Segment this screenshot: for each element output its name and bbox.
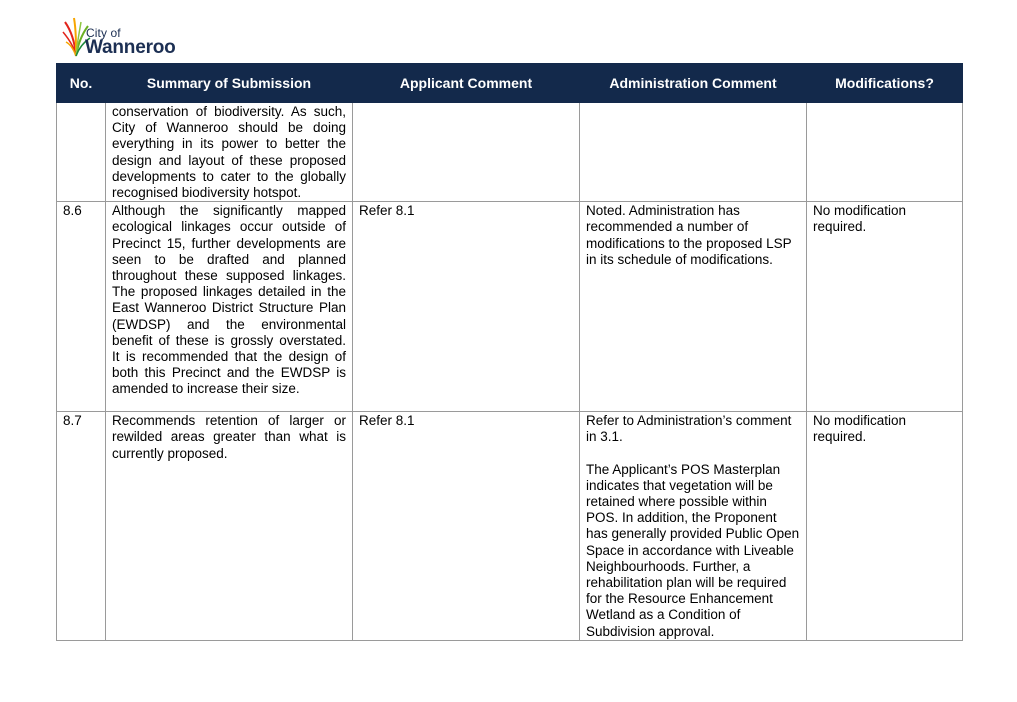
logo-city-text: City of bbox=[86, 26, 121, 40]
cell-no: 8.7 bbox=[57, 412, 106, 641]
cell-administration bbox=[580, 412, 807, 641]
cell-modifications bbox=[807, 103, 963, 202]
admin-comment-paragraph: The Applicant’s POS Masterplan indicates that vegetation will be retained where possible within POS. In addition, the Proponent has generally provided Public Open Space in accordance with Liveable Neighbourhoods. Further, a rehabilitation plan will be required for the Resource Enhancement Wetland as a Condition of Subdivision approval. bbox=[586, 461, 800, 639]
cell-modifications: No modification required. bbox=[807, 202, 963, 412]
cell-summary: Although the significantly mapped ecological linkages occur outside of Precinct 15, further developments are seen to be drafted and planned throughout these supposed linkages. The proposed linkages detailed in the East Wanneroo District Structure Plan (EWDSP) and the environmental benefit of these is grossly overstated. It is recommended that the design of both this Precinct and the EWDSP is amended to increase their size. bbox=[106, 202, 353, 412]
header-modifications: Modifications? bbox=[807, 64, 963, 103]
header-no: No. bbox=[57, 64, 106, 103]
cell-no: 8.6 bbox=[57, 202, 106, 412]
admin-comment-paragraph: Noted. Administration has recommended a number of modifications to the proposed LSP in its schedule of modifications. bbox=[586, 203, 792, 267]
table-row bbox=[57, 202, 963, 412]
cell-administration bbox=[580, 103, 807, 202]
cell-no bbox=[57, 103, 106, 202]
table-row bbox=[57, 103, 963, 202]
cell-summary: Recommends retention of larger or rewilded areas greater than what is currently proposed. bbox=[106, 412, 353, 641]
header-summary: Summary of Submission bbox=[106, 64, 353, 103]
cell-applicant: Refer 8.1 bbox=[353, 202, 580, 412]
city-logo bbox=[62, 14, 192, 60]
header-applicant: Applicant Comment bbox=[353, 64, 580, 103]
submissions-table bbox=[56, 63, 963, 641]
cell-summary: conservation of biodiversity. As such, City of Wanneroo should be doing everything in its power to better the design and layout of these proposed developments to cater to the globally recognised biodiversity hotspot. bbox=[106, 103, 353, 202]
cell-modifications: No modification required. bbox=[807, 412, 963, 641]
cell-applicant: Refer 8.1 bbox=[353, 412, 580, 641]
logo-name-text: Wanneroo bbox=[85, 37, 176, 58]
cell-applicant bbox=[353, 103, 580, 202]
cell-administration bbox=[580, 202, 807, 412]
header-administration: Administration Comment bbox=[580, 64, 807, 103]
table-header-row bbox=[57, 64, 963, 103]
admin-comment-paragraph: Refer to Administration’s comment in 3.1. bbox=[586, 413, 792, 445]
table-row bbox=[57, 412, 963, 641]
